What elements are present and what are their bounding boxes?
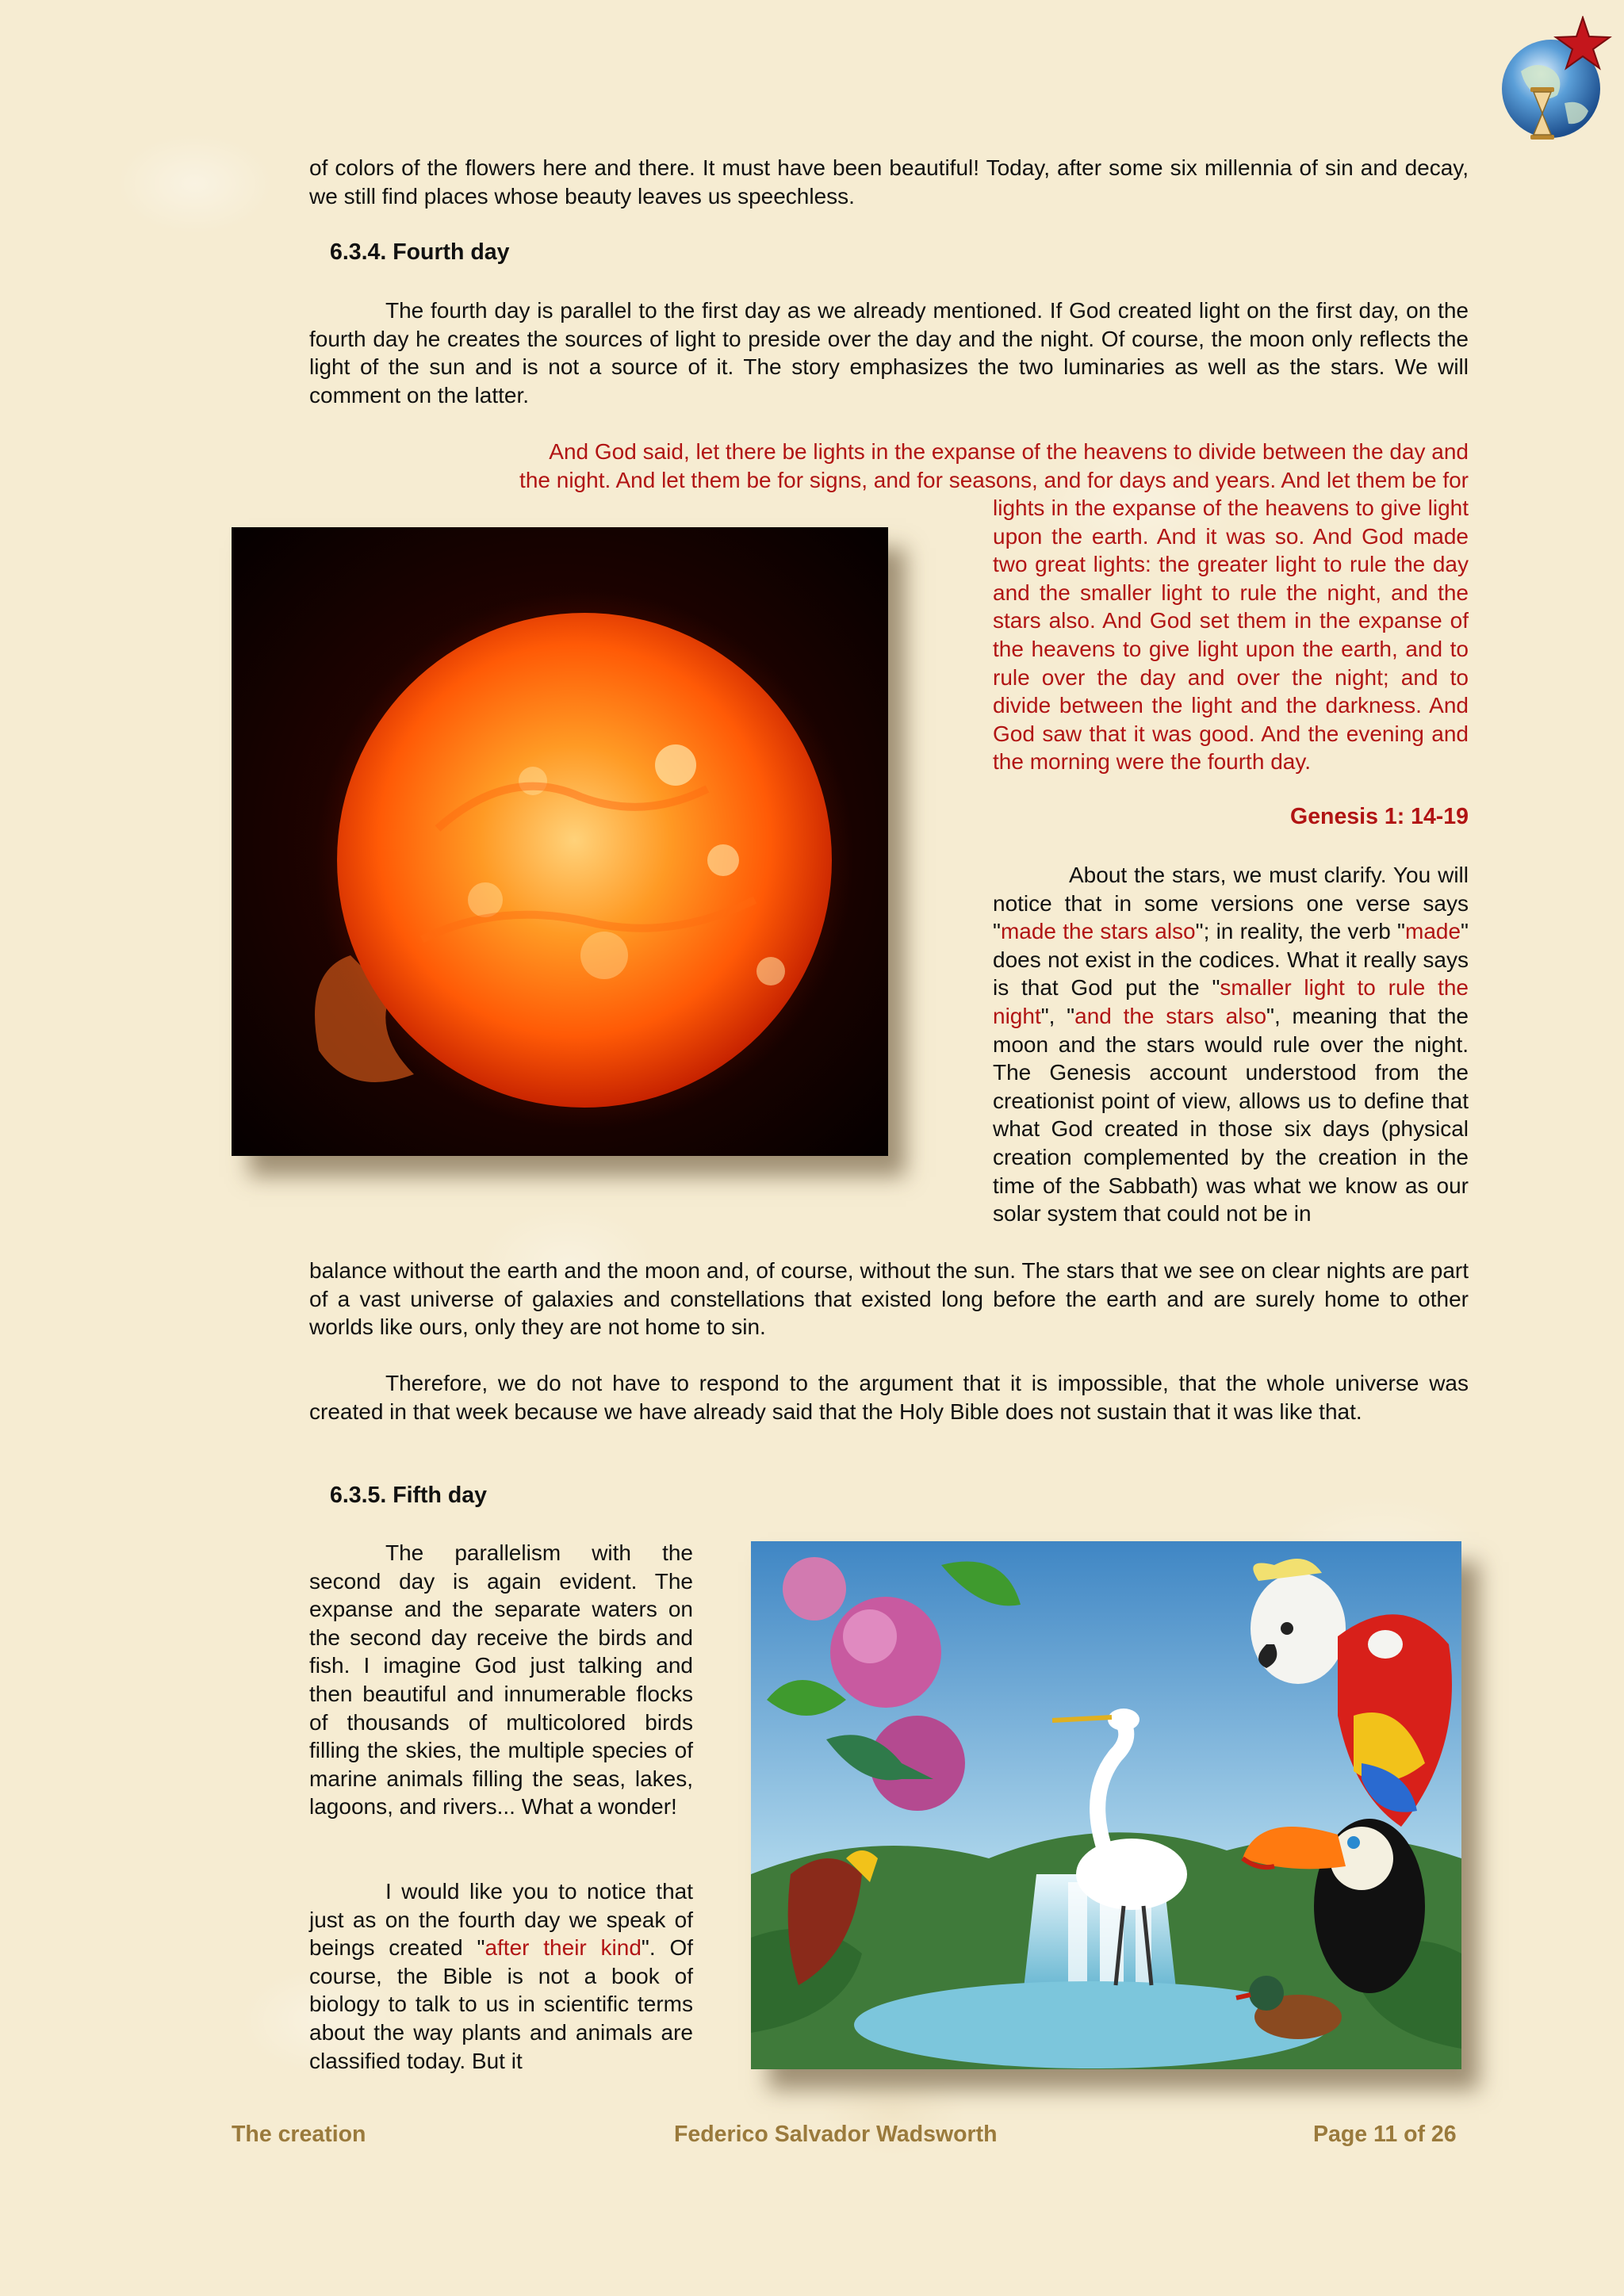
stars-paragraph	[993, 861, 1469, 1228]
after-their-kind-paragraph	[309, 1877, 693, 2075]
birds-illustration	[751, 1541, 1461, 2069]
genesis-reference: Genesis 1: 14-19	[1290, 804, 1469, 829]
sun-illustration	[232, 527, 888, 1156]
stars-quote-and-the-stars-also: and the stars also	[1074, 1003, 1267, 1028]
stars-paragraph-continued: balance without the earth and the moon and, of course, without the sun. The stars that we see on clear nights are part of a vast universe of galaxies and constellations that existed long before the earth and are surely home to other worlds like ours, only they are not home to sin.	[309, 1258, 1469, 1340]
therefore-paragraph: Therefore, we do not have to respond to the argument that it is impossible, that the whole universe was created in that week because we have already said that the Holy Bible does not sustain that it was like that.	[309, 1371, 1469, 1424]
fifth-day-paragraph: The parallelism with the second day is again evident. The expanse and the separate waters on the second day receive the birds and fish. I imagine God just talking and then beautiful and innumerable flocks of thousands of multicolored birds filling the skies, the multiple species of marine animals filling the seas, lakes, lagoons, and rivers... What a wonder!	[309, 1540, 693, 1820]
stars-text-3: " does not exist in the codices. What it really says is that God put the "	[993, 919, 1469, 1001]
genesis-quote-line-2: the night. And let them be for signs, and for seasons, and for days and years. And let them be for	[519, 468, 1469, 492]
stars-text-2: "; in reality, the verb "	[1195, 919, 1405, 944]
stars-quote-made: made	[1405, 919, 1461, 944]
birds-waterfall-image	[751, 1541, 1461, 2069]
footer-page-number: Page 11 of 26	[1313, 2122, 1457, 2147]
intro-paragraph: of colors of the flowers here and there. It must have been beautiful! Today, after some six millennia of sin and decay, we still find places whose beauty leaves us speechless.	[309, 155, 1469, 209]
fourth-day-paragraph: The fourth day is parallel to the first day as we already mentioned. If God created light on the first day, on the fourth day he creates the sources of light to preside over the day and the night. Of course, the moon only reflects the light of the sun and is not a source of it. The story emphasizes the two luminaries as well as the stars. We will comment on the latter.	[309, 298, 1469, 408]
section-heading-fifth-day: 6.3.5. Fifth day	[330, 1483, 487, 1508]
genesis-quote-line-1: And God said, let there be lights in the expanse of the heavens to divide between the day and	[549, 439, 1469, 464]
stars-quote-made-the-stars-also: made the stars also	[1000, 919, 1196, 944]
stars-text-4: ", "	[1040, 1003, 1075, 1028]
kind-text-1: I would like you to notice that just as on the fourth day we speak of beings created "	[309, 1879, 693, 1961]
globe-hourglass-logo	[1489, 16, 1616, 151]
stars-text-5: ", meaning that the moon and the stars would rule over the night. The Genesis account understood from the creationist point of view, allows us to define that what God created in those six days (physical creation complemented by the creation in the time of the Sabbath) was what we know as our solar system that could not be in	[993, 1003, 1469, 1226]
footer-author: Federico Salvador Wadsworth	[674, 2122, 998, 2147]
footer-title: The creation	[232, 2122, 366, 2147]
stars-quote-smaller-light: smaller light to rule the night	[993, 975, 1469, 1028]
kind-text-2: ". Of course, the Bible is not a book of biology to talk to us in scientific terms about the way plants and animals are classified today. But it	[309, 1935, 694, 2073]
sun-image	[232, 527, 888, 1156]
section-heading-fourth-day: 6.3.4. Fourth day	[330, 239, 510, 265]
genesis-quote-body: lights in the expanse of the heavens to give light upon the earth. And it was so. And God made two great lights: the greater light to rule the day and the smaller light to rule the night, and the stars also. And God set them in the expanse of the heavens to give light upon the earth, and to rule over the day and over the night; and to divide between the light and the darkness. And God saw that it was good. And the evening and the morning were the fourth day.	[993, 496, 1469, 775]
stars-text-1: About the stars, we must clarify. You will notice that in some versions one verse says "	[993, 863, 1469, 944]
kind-quote-after-their-kind: after their kind	[485, 1935, 642, 1961]
